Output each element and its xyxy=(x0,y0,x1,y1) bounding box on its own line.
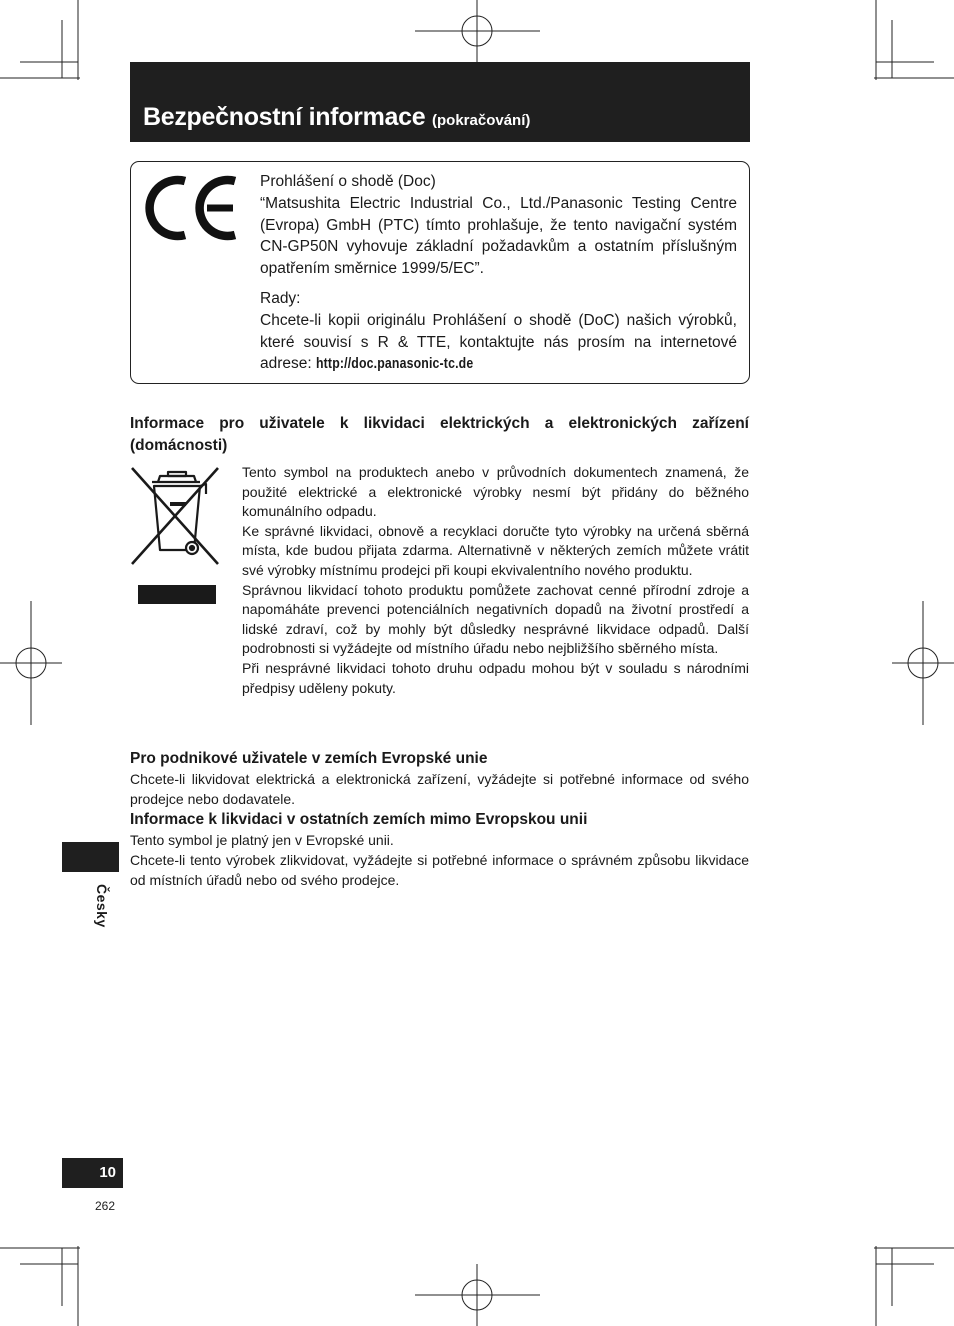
disposal-heading: Informace pro uživatele k likvidaci elektrických a elektronických zařízení (domácnosti) xyxy=(130,415,749,454)
doc-url-link[interactable]: http://doc.panasonic-tc.de xyxy=(316,355,474,373)
outside-eu-heading: Informace k likvidaci v ostatních zemích mimo Evropskou unii xyxy=(130,811,588,828)
disposal-paragraph: Správnou likvidací tohoto produktu pomůžete zachovat cenné přírodní zdroje a napomáháte prevenci potenciálních negativních dopadů na životní prostředí a lidské zdraví, což by mohly být důsledky nesprávné likvidace odpadů. Další podrobnosti si vyžádejte od místního úřadu nebo nejbližšího sběrného místa. xyxy=(242,581,749,657)
disposal-paragraph: Tento symbol na produktech anebo v průvodních dokumentech znamená, že použité elektrické a elektronické výrobky nesmí být přidány do běžného komunálního odpadu. xyxy=(242,464,749,520)
ce-mark-icon xyxy=(143,173,241,243)
outside-eu-text xyxy=(130,831,749,890)
disposal-paragraph: Při nesprávné likvidaci tohoto druhu odpadu mohou být v souladu s národními předpisy uděleny pokuty. xyxy=(242,659,749,696)
language-tab xyxy=(62,842,119,872)
section-header-bar xyxy=(130,62,750,142)
page-number: 10 xyxy=(99,1164,116,1181)
page-title xyxy=(143,103,530,132)
declaration-box xyxy=(130,161,750,384)
business-heading: Pro podnikové uživatele v zemích Evropské unie xyxy=(130,750,488,767)
declaration-heading: Prohlášení o shodě (Doc) xyxy=(260,173,436,190)
page-sub-number: 262 xyxy=(95,1199,116,1213)
title-subtitle: (pokračování) xyxy=(432,112,531,129)
advice-text: Chcete-li kopii originálu Prohlášení o shodě (DoC) našich výrobků, které souvisí s R & TTE, kontaktujte nás prosím na internetové adrese: xyxy=(260,311,737,373)
disposal-body xyxy=(242,463,749,698)
disposal-paragraph: Ke správné likvidaci, obnově a recyklaci doručte tyto výrobky na určená sběrná místa, kde budou přijata zdarma. Alternativně v některých zemích můžete vrátit své výrobky místnímu prodejci při koupi ekvivalentního nového produktu. xyxy=(242,522,749,578)
title-text: Bezpečnostní informace xyxy=(143,103,426,131)
page-number-box xyxy=(62,1158,123,1188)
outside-eu-paragraph: Tento symbol je platný jen v Evropské unii. xyxy=(130,832,394,848)
advice-paragraph xyxy=(260,310,737,375)
advice-label: Rady: xyxy=(260,289,301,307)
language-label: Česky xyxy=(94,884,110,928)
symbol-underbar xyxy=(138,585,216,604)
business-paragraph: Chcete-li likvidovat elektrická a elektronická zařízení, vyžádejte si potřebné informace od svého prodejce nebo dodavatele. xyxy=(130,771,749,807)
outside-eu-paragraph: Chcete-li tento výrobek zlikvidovat, vyžádejte si potřebné informace o správném způsobu likvidace od místních úřadů nebo od svého prodejce. xyxy=(130,851,749,888)
declaration-text xyxy=(260,171,737,375)
crossed-out-wheelie-bin-icon xyxy=(128,464,224,568)
declaration-statement: “Matsushita Electric Industrial Co., Ltd./Panasonic Testing Centre (Evropa) GmbH (PTC) tímto prohlašuje, že tento navigační systém CN-GP50N vyhovuje základní požadavkům a ostatním příslušným opatřením směrnice 1999/5/EC”. xyxy=(260,194,737,278)
business-text xyxy=(130,770,749,810)
